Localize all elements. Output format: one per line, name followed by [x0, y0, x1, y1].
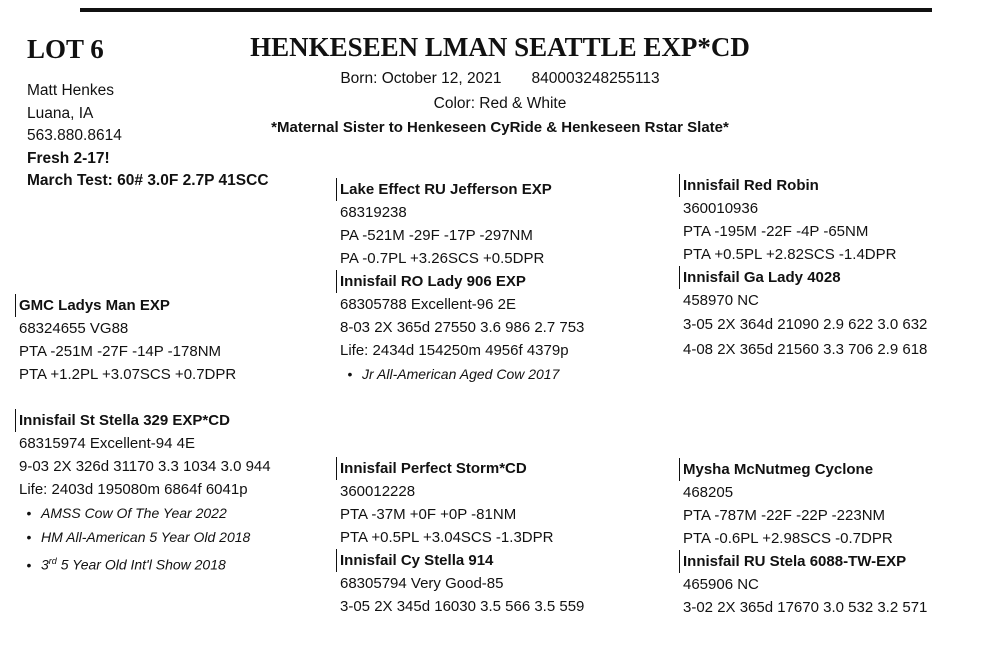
- registration-number: 840003248255113: [531, 70, 660, 87]
- ss-dam-record-2: 4-08 2X 365d 21560 3.3 706 2.9 618: [683, 341, 928, 358]
- ds-sire-reg: 468205: [683, 484, 734, 501]
- ds-sire-block: [679, 458, 927, 619]
- ss-sire-block: [679, 174, 927, 362]
- ss-sire-name: Innisfail Red Robin: [679, 174, 927, 197]
- ds-dam-name: Innisfail RU Stela 6088-TW-EXP: [679, 550, 927, 573]
- sire-dam-honors: [336, 362, 584, 386]
- color-line: Color: Red & White: [433, 95, 567, 112]
- maternal-note: *Maternal Sister to Henkeseen CyRide & Henkeseen Rstar Slate*: [271, 119, 729, 136]
- ss-dam-reg: 458970 NC: [683, 292, 759, 309]
- sire-reg: 68324655 VG88: [19, 320, 129, 337]
- ds-dam-reg: 465906 NC: [683, 576, 759, 593]
- ss-dam-record-1: 3-05 2X 364d 21090 2.9 622 3.0 632: [683, 316, 928, 333]
- sire-block: [15, 294, 236, 386]
- ds-sire-pta-1: PTA -787M -22F -22P -223NM: [683, 507, 886, 524]
- bullet-icon: •: [26, 505, 32, 521]
- lot-number: LOT 6: [27, 34, 104, 64]
- dam-sire-block: [336, 457, 584, 618]
- bullet-icon: •: [26, 529, 32, 545]
- breeder-location: Luana, IA: [27, 104, 94, 122]
- dam-dam-reg: 68305794 Very Good-85: [340, 575, 504, 592]
- dam-sire-name: Innisfail Perfect Storm*CD: [336, 457, 584, 480]
- ss-sire-pta-1: PTA -195M -22F -4P -65NM: [683, 223, 869, 240]
- breeder-info: [27, 80, 269, 193]
- sire-sire-name: Lake Effect RU Jefferson EXP: [336, 178, 584, 201]
- dam-honor: • 3rd 5 Year Old Int'l Show 2018: [21, 549, 271, 577]
- ds-sire-name: Mysha McNutmeg Cyclone: [679, 458, 927, 481]
- sire-dam-honor: • Jr All-American Aged Cow 2017: [342, 362, 584, 386]
- dam-sire-pta-2: PTA +0.5PL +3.04SCS -1.3DPR: [340, 529, 554, 546]
- sire-pta-1: PTA -251M -27F -14P -178NM: [19, 343, 222, 360]
- dam-lifetime: Life: 2403d 195080m 6864f 6041p: [19, 481, 248, 498]
- dam-dam-name: Innisfail Cy Stella 914: [336, 549, 584, 572]
- dam-sire-pta-1: PTA -37M +0F +0P -81NM: [340, 506, 517, 523]
- dam-record: 9-03 2X 326d 31170 3.3 1034 3.0 944: [19, 458, 271, 475]
- sire-sire-pa-2: PA -0.7PL +3.26SCS +0.5DPR: [340, 250, 545, 267]
- dam-dam-record: 3-05 2X 345d 16030 3.5 566 3.5 559: [340, 598, 585, 615]
- ss-dam-name: Innisfail Ga Lady 4028: [679, 266, 927, 289]
- dam-sire-reg: 360012228: [340, 483, 416, 500]
- top-rule: [80, 8, 932, 12]
- fresh-date: Fresh 2-17!: [27, 149, 110, 167]
- ordinal: 3: [41, 556, 49, 573]
- birth-date: Born: October 12, 2021: [340, 70, 502, 87]
- dam-name: Innisfail St Stella 329 EXP*CD: [15, 409, 271, 432]
- ordinal-suffix: rd: [48, 556, 57, 566]
- ss-sire-reg: 360010936: [683, 200, 759, 217]
- sire-name: GMC Ladys Man EXP: [15, 294, 236, 317]
- ds-dam-record: 3-02 2X 365d 17670 3.0 532 3.2 571: [683, 599, 928, 616]
- ds-sire-pta-2: PTA -0.6PL +2.98SCS -0.7DPR: [683, 530, 893, 547]
- breeder-phone: 563.880.8614: [27, 127, 122, 144]
- dam-honor: • HM All-American 5 Year Old 2018: [21, 525, 271, 549]
- ss-sire-pta-2: PTA +0.5PL +2.82SCS -1.4DPR: [683, 246, 897, 263]
- sire-dam-name: Innisfail RO Lady 906 EXP: [336, 270, 584, 293]
- dam-block: [15, 409, 271, 577]
- sire-dam-reg: 68305788 Excellent-96 2E: [340, 296, 516, 313]
- sire-pta-2: PTA +1.2PL +3.07SCS +0.7DPR: [19, 366, 237, 383]
- march-test: March Test: 60# 3.0F 2.7P 41SCC: [27, 172, 269, 189]
- sire-sire-pa-1: PA -521M -29F -17P -297NM: [340, 227, 533, 244]
- bullet-icon: •: [347, 366, 353, 382]
- sire-sire-reg: 68319238: [340, 204, 407, 221]
- dam-honor: • AMSS Cow Of The Year 2022: [21, 501, 271, 525]
- animal-name: HENKESEEN LMAN SEATTLE EXP*CD: [250, 32, 750, 62]
- sire-sire-block: [336, 178, 584, 386]
- dam-honors: [15, 501, 271, 577]
- breeder-name: Matt Henkes: [27, 82, 115, 99]
- dam-reg: 68315974 Excellent-94 4E: [19, 435, 195, 452]
- sire-dam-record: 8-03 2X 365d 27550 3.6 986 2.7 753: [340, 319, 585, 336]
- bullet-icon: •: [26, 556, 32, 573]
- sire-dam-lifetime: Life: 2434d 154250m 4956f 4379p: [340, 342, 569, 359]
